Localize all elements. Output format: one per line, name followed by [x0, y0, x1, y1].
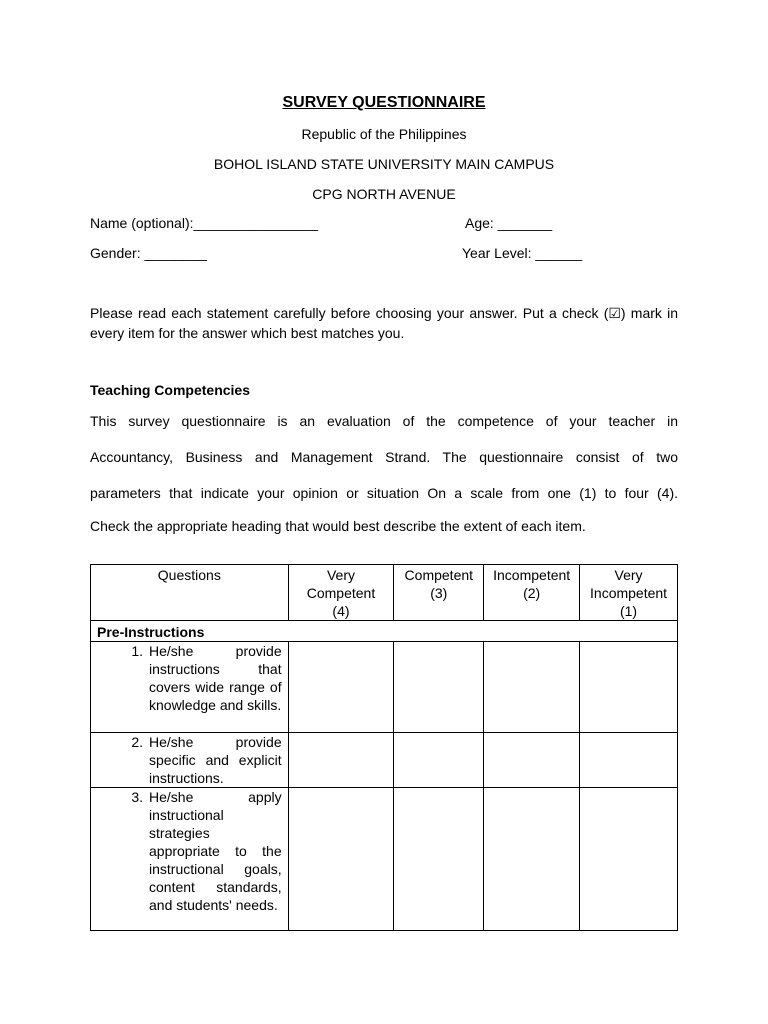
- section-paragraph-line-3: parameters that indicate your opinion or situation On a scale from one (1) to four (4).: [90, 485, 678, 501]
- header-competent: Competent (3): [394, 565, 484, 621]
- header-very-competent: Very Competent (4): [288, 565, 394, 621]
- answer-cell-competent[interactable]: [394, 642, 484, 733]
- gender-field[interactable]: Gender: ________: [90, 245, 207, 261]
- section-paragraph-line-1: This survey questionnaire is an evaluation of the competence of your teacher in: [90, 413, 678, 429]
- answer-cell-very-competent[interactable]: [288, 642, 394, 733]
- answer-cell-incompetent[interactable]: [484, 733, 580, 788]
- year-level-field[interactable]: Year Level: ______: [462, 245, 583, 261]
- question-cell: 3. He/she apply instructional strategies appropriate to the instructional goals, content standards, and students' needs.: [91, 788, 289, 931]
- answer-cell-competent[interactable]: [394, 788, 484, 931]
- table-row: [91, 642, 678, 733]
- table-row: [91, 788, 678, 931]
- table-row: [91, 733, 678, 788]
- question-cell: 2. He/she provide specific and explicit instructions.: [91, 733, 289, 788]
- group-label: Pre-Instructions: [91, 621, 678, 642]
- table-header-row: [91, 565, 678, 621]
- answer-cell-competent[interactable]: [394, 733, 484, 788]
- header-very-incompetent: Very Incompetent (1): [580, 565, 678, 621]
- group-row: [91, 621, 678, 642]
- answer-cell-very-incompetent[interactable]: [580, 788, 678, 931]
- header-incompetent: Incompetent (2): [484, 565, 580, 621]
- question-cell: 1. He/she provide instructions that covers wide range of knowledge and skills.: [91, 642, 289, 733]
- survey-table: [90, 564, 678, 931]
- answer-cell-incompetent[interactable]: [484, 788, 580, 931]
- header-university: BOHOL ISLAND STATE UNIVERSITY MAIN CAMPUS: [213, 156, 555, 172]
- answer-cell-very-incompetent[interactable]: [580, 733, 678, 788]
- header-country: Republic of the Philippines: [301, 126, 467, 142]
- header-campus: CPG NORTH AVENUE: [312, 186, 456, 202]
- instructions-text: Please read each statement carefully before choosing your answer. Put a check (☑) mark in every item for the answer which best matches you.: [90, 305, 678, 341]
- section-heading: Teaching Competencies: [90, 382, 251, 398]
- name-field[interactable]: Name (optional):________________: [90, 215, 319, 231]
- age-field[interactable]: Age: _______: [465, 215, 553, 231]
- answer-cell-very-competent[interactable]: [288, 788, 394, 931]
- answer-cell-very-competent[interactable]: [288, 733, 394, 788]
- answer-cell-very-incompetent[interactable]: [580, 642, 678, 733]
- header-questions: Questions: [91, 565, 289, 621]
- answer-cell-incompetent[interactable]: [484, 642, 580, 733]
- section-paragraph-line-4: Check the appropriate heading that would best describe the extent of each item.: [90, 518, 586, 534]
- section-paragraph-line-2: Accountancy, Business and Management Strand. The questionnaire consist of two: [90, 449, 678, 465]
- page-title: SURVEY QUESTIONNAIRE: [282, 94, 486, 111]
